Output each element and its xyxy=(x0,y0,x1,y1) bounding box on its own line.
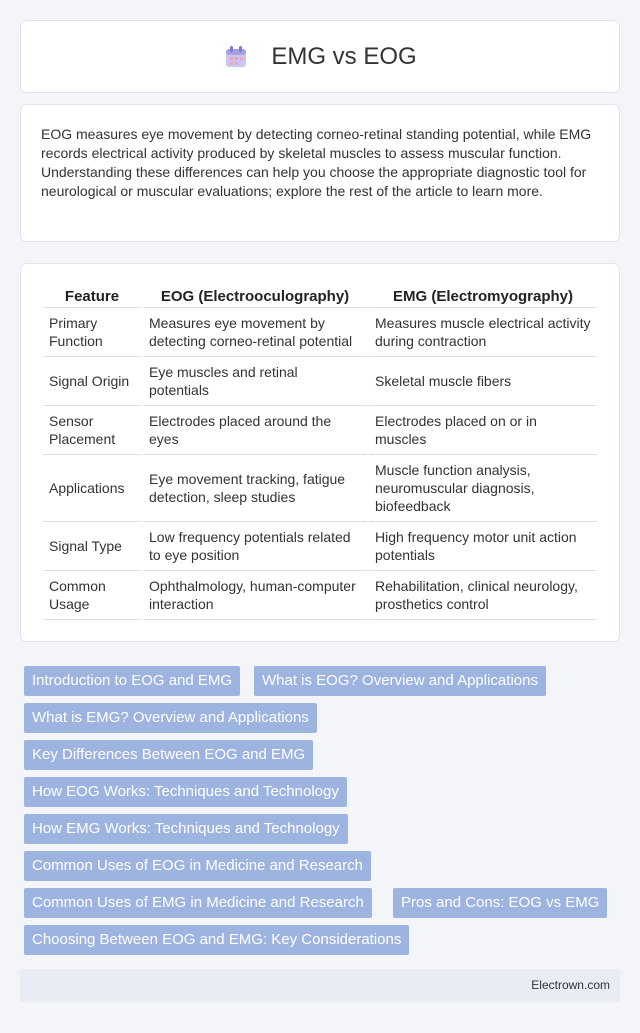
table-cell: Signal Type xyxy=(43,522,141,571)
footer-site-name: Electrown.com xyxy=(531,978,610,992)
table-cell: Measures eye movement by detecting corneo-retinal potential xyxy=(143,308,367,357)
column-header: Feature xyxy=(43,284,141,308)
page-title: EMG vs EOG xyxy=(271,42,417,70)
table-cell: Eye movement tracking, fatigue detection, sleep studies xyxy=(143,455,367,522)
table-cell: Skeletal muscle fibers xyxy=(369,357,597,406)
intro-card xyxy=(20,104,620,242)
column-header: EOG (Electrooculography) xyxy=(143,284,367,308)
table-cell: Low frequency potentials related to eye position xyxy=(143,522,367,571)
table-row xyxy=(43,406,597,455)
table-cell: Applications xyxy=(43,455,141,522)
table-cell: Common Usage xyxy=(43,571,141,620)
topic-tag-link[interactable]: How EMG Works: Techniques and Technology xyxy=(24,814,348,844)
table-cell: Sensor Placement xyxy=(43,406,141,455)
table-row xyxy=(43,522,597,571)
topic-tag-link[interactable]: Common Uses of EOG in Medicine and Research xyxy=(24,851,371,881)
table-row xyxy=(43,357,597,406)
table-cell: High frequency motor unit action potentials xyxy=(369,522,597,571)
topic-tag-link[interactable]: How EOG Works: Techniques and Technology xyxy=(24,777,347,807)
topic-tag-link[interactable]: Choosing Between EOG and EMG: Key Considerations xyxy=(24,925,409,955)
table-header-row xyxy=(43,284,597,308)
table-cell: Rehabilitation, clinical neurology, prosthetics control xyxy=(369,571,597,620)
table-row xyxy=(43,571,597,620)
footer xyxy=(20,969,620,1002)
topic-tag-link[interactable]: What is EMG? Overview and Applications xyxy=(24,703,317,733)
table-cell: Ophthalmology, human-computer interaction xyxy=(143,571,367,620)
comparison-table xyxy=(41,284,599,620)
intro-text: EOG measures eye movement by detecting corneo-retinal standing potential, while EMG records electrical activity produced by skeletal muscles to assess muscular function. Understanding these differences can help you choose the appropriate diagnostic tool for neurological or muscular evaluations; explore the rest of the article to learn more. xyxy=(41,126,592,199)
topic-tag-link[interactable]: Key Differences Between EOG and EMG xyxy=(24,740,313,770)
table-cell: Muscle function analysis, neuromuscular diagnosis, biofeedback xyxy=(369,455,597,522)
table-cell: Electrodes placed on or in muscles xyxy=(369,406,597,455)
table-cell: Eye muscles and retinal potentials xyxy=(143,357,367,406)
topic-tag-link[interactable]: What is EOG? Overview and Applications xyxy=(254,666,546,696)
header-card xyxy=(20,20,620,93)
table-row xyxy=(43,455,597,522)
table-cell: Signal Origin xyxy=(43,357,141,406)
calendar-icon xyxy=(223,44,249,70)
topic-tag-link[interactable]: Introduction to EOG and EMG xyxy=(24,666,240,696)
table-cell: Electrodes placed around the eyes xyxy=(143,406,367,455)
table-cell: Primary Function xyxy=(43,308,141,357)
comparison-table-card xyxy=(20,263,620,642)
column-header: EMG (Electromyography) xyxy=(369,284,597,308)
topic-tag-link[interactable]: Pros and Cons: EOG vs EMG xyxy=(393,888,607,918)
table-cell: Measures muscle electrical activity during contraction xyxy=(369,308,597,357)
topic-tag-link[interactable]: Common Uses of EMG in Medicine and Research xyxy=(24,888,372,918)
table-row xyxy=(43,308,597,357)
